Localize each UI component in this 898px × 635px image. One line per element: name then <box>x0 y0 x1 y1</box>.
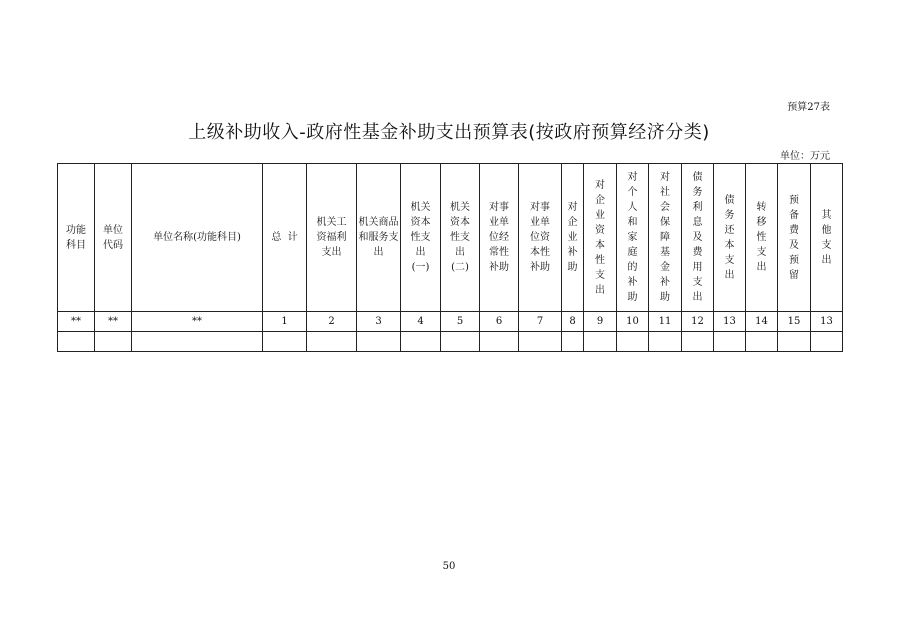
table-cell: 8 <box>562 312 584 332</box>
table-cell: 6 <box>480 312 519 332</box>
column-header: 转移性支出 <box>746 164 778 312</box>
table-cell <box>441 332 480 352</box>
column-header: 对事业单位资本性补助 <box>519 164 562 312</box>
column-header: 总 计 <box>263 164 307 312</box>
column-header: 对企业资本性支出 <box>584 164 617 312</box>
table-cell <box>617 332 649 352</box>
column-header: 机关资本性支出(一) <box>401 164 441 312</box>
table-cell: 10 <box>617 312 649 332</box>
table-cell: 5 <box>441 312 480 332</box>
column-header: 机关资本性支出(二) <box>441 164 480 312</box>
table-cell <box>682 332 714 352</box>
table-cell: 13 <box>714 312 746 332</box>
column-header: 对社会保障基金补助 <box>649 164 682 312</box>
table-number: 预算27表 <box>787 102 830 113</box>
table-cell: 9 <box>584 312 617 332</box>
column-header: 机关工资福利支出 <box>307 164 357 312</box>
page-title: 上级补助收入-政府性基金补助支出预算表(按政府预算经济分类) <box>188 122 710 143</box>
table-cell <box>649 332 682 352</box>
table-cell <box>95 332 132 352</box>
table-header-row <box>58 164 843 312</box>
column-header: 功能科目 <box>58 164 95 312</box>
table-cell: 7 <box>519 312 562 332</box>
table-cell <box>778 332 811 352</box>
table-cell <box>58 332 95 352</box>
column-header: 预备费及预留 <box>778 164 811 312</box>
table-cell: ** <box>132 312 263 332</box>
table-cell <box>562 332 584 352</box>
page-number: 50 <box>442 561 456 572</box>
table-cell: 15 <box>778 312 811 332</box>
empty-data-row <box>58 332 843 352</box>
table-cell <box>401 332 441 352</box>
table-cell <box>584 332 617 352</box>
table-cell <box>746 332 778 352</box>
table-cell <box>307 332 357 352</box>
column-header: 单位代码 <box>95 164 132 312</box>
table-cell: 2 <box>307 312 357 332</box>
table-cell: 14 <box>746 312 778 332</box>
table-cell: ** <box>58 312 95 332</box>
table-cell <box>480 332 519 352</box>
table-cell <box>519 332 562 352</box>
table-cell: 12 <box>682 312 714 332</box>
table-cell <box>811 332 843 352</box>
column-number-row <box>58 312 843 332</box>
table-cell: 13 <box>811 312 843 332</box>
budget-table <box>57 163 843 352</box>
column-header: 对个人和家庭的补助 <box>617 164 649 312</box>
column-header: 机关商品和服务支出 <box>357 164 401 312</box>
column-header: 债务还本支出 <box>714 164 746 312</box>
column-header: 单位名称(功能科目) <box>132 164 263 312</box>
column-header: 债务利息及费用支出 <box>682 164 714 312</box>
table-cell <box>263 332 307 352</box>
column-header: 对企业补助 <box>562 164 584 312</box>
table-cell: ** <box>95 312 132 332</box>
table-cell <box>714 332 746 352</box>
table-cell <box>357 332 401 352</box>
column-header: 对事业单位经常性补助 <box>480 164 519 312</box>
table-cell <box>132 332 263 352</box>
table-cell: 1 <box>263 312 307 332</box>
column-header: 其他支出 <box>811 164 843 312</box>
table-cell: 4 <box>401 312 441 332</box>
unit-label: 单位：万元 <box>780 151 830 162</box>
table-cell: 3 <box>357 312 401 332</box>
table-cell: 11 <box>649 312 682 332</box>
